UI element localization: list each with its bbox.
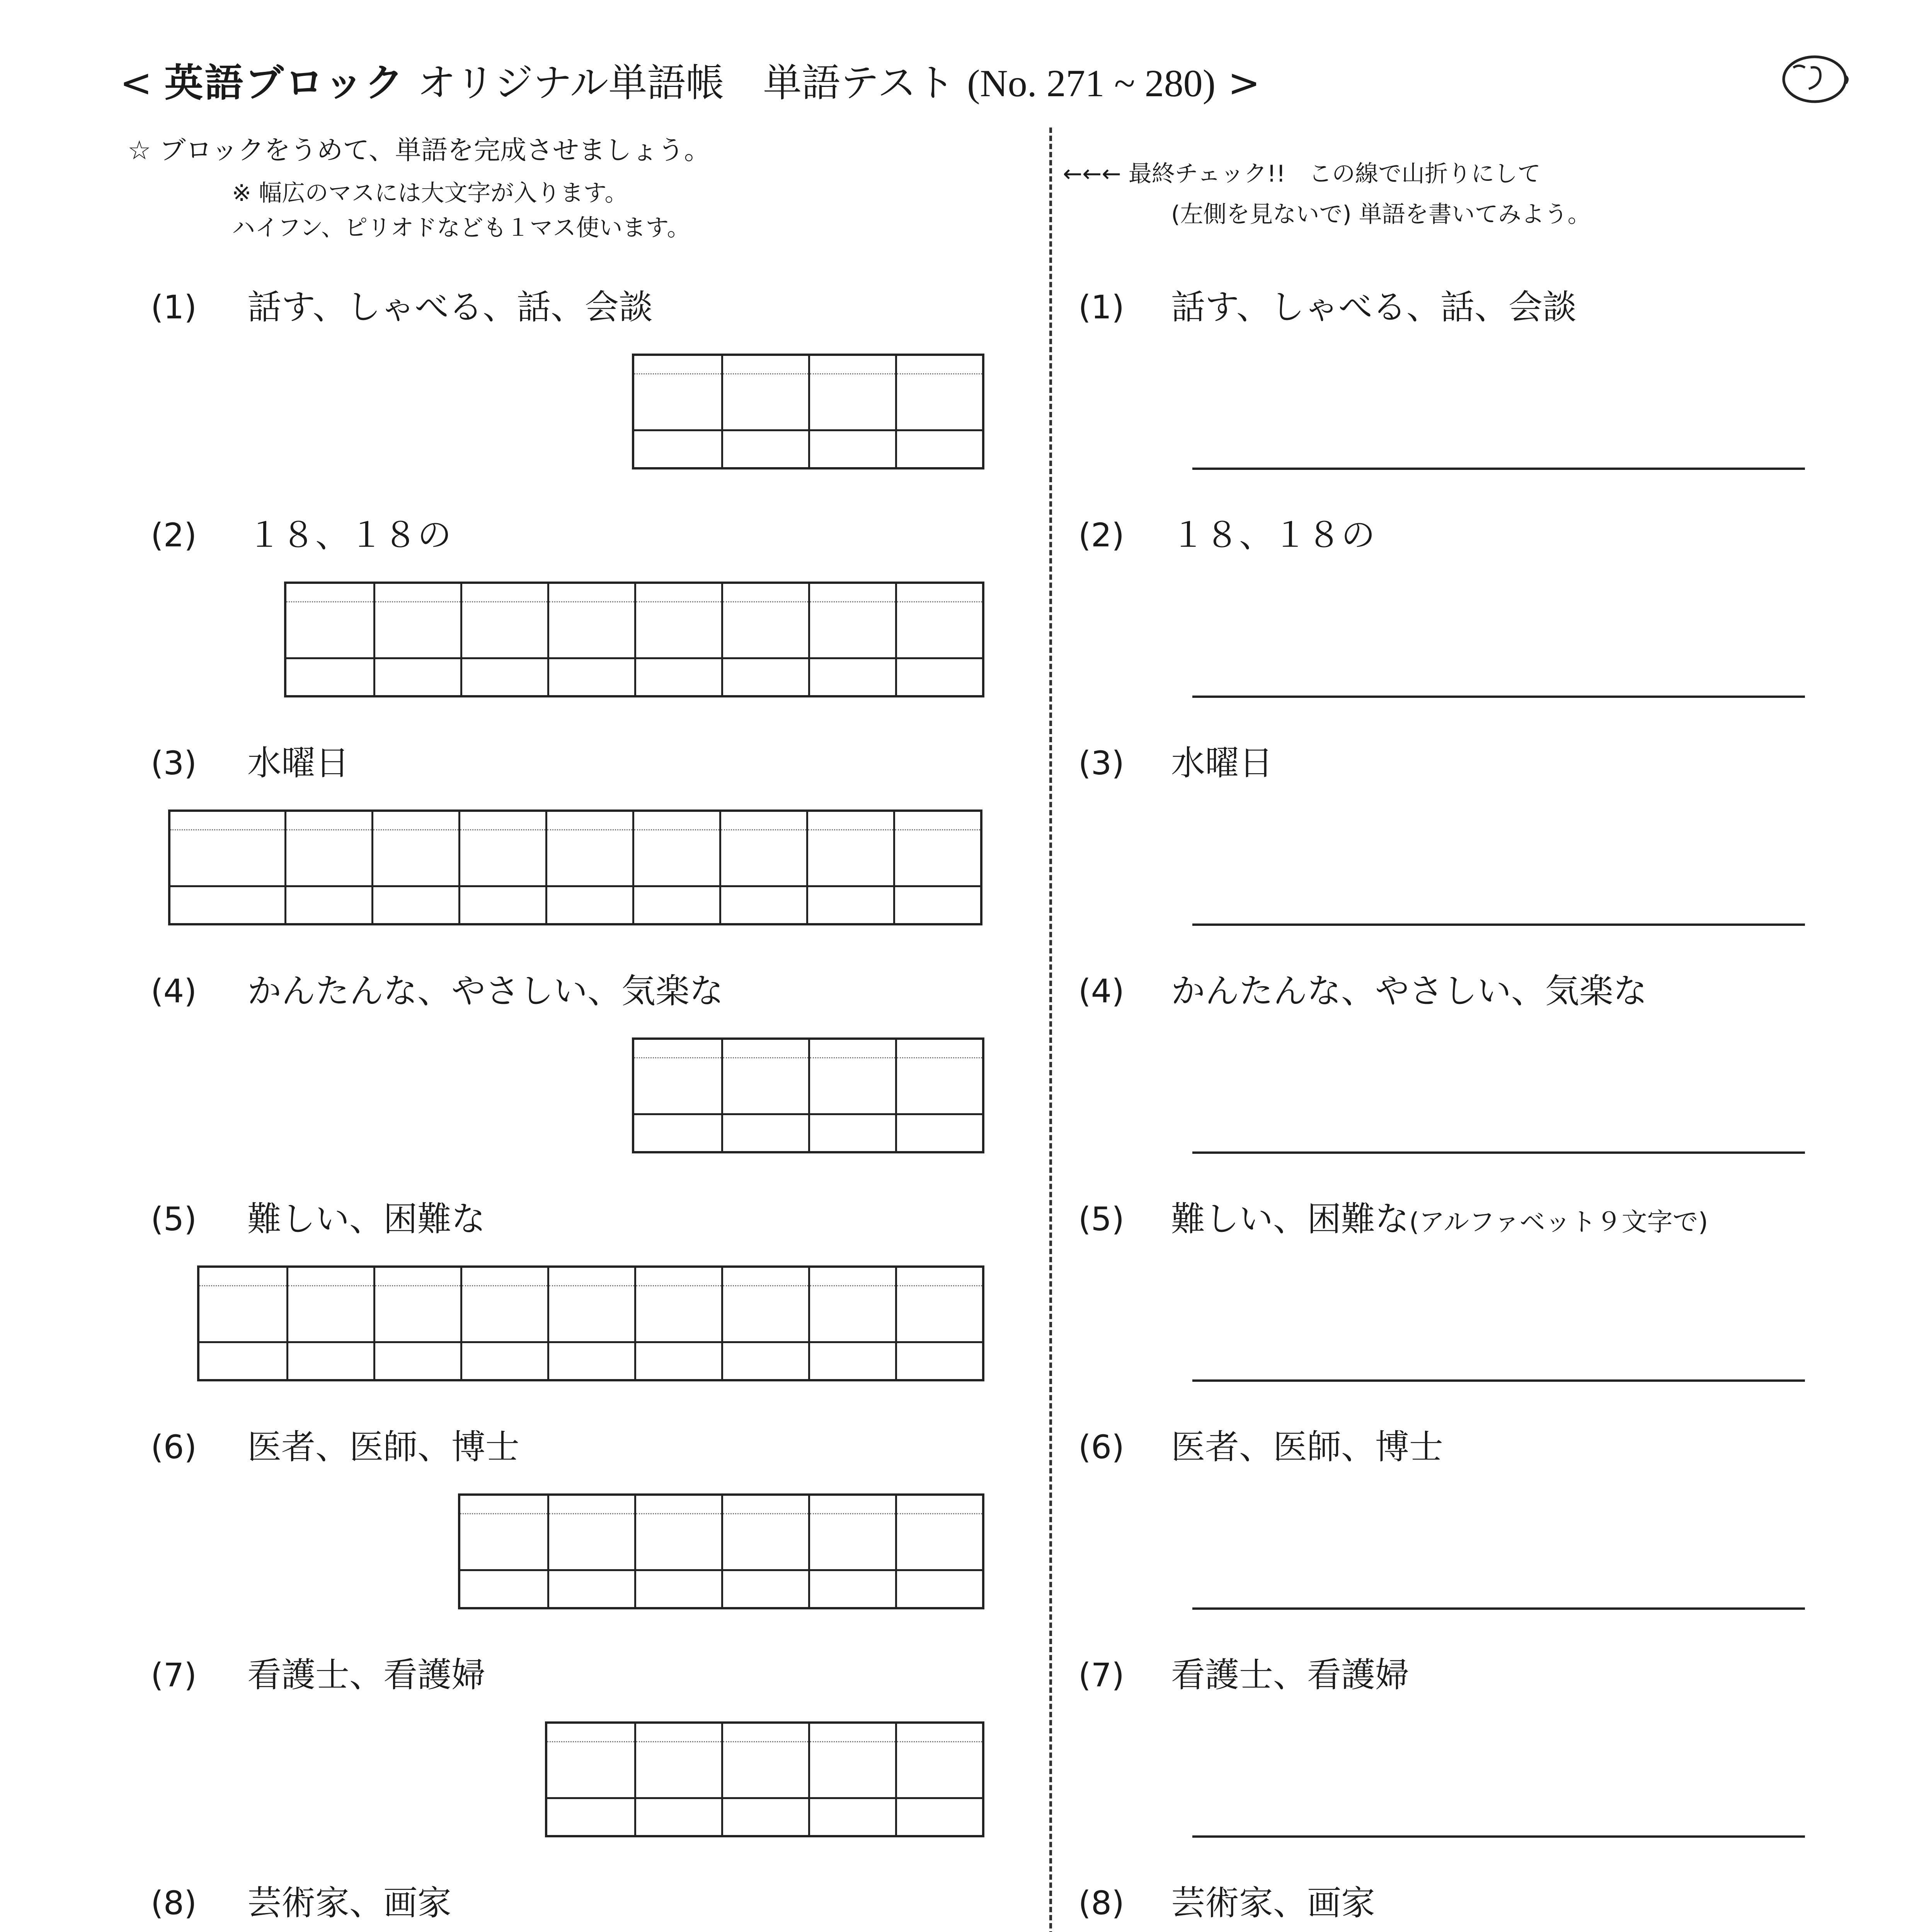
letter-block[interactable]	[545, 812, 632, 923]
letter-block[interactable]	[721, 356, 808, 467]
letter-block[interactable]	[721, 1496, 808, 1607]
letter-block[interactable]	[634, 1724, 721, 1835]
letter-block[interactable]	[634, 1040, 721, 1151]
question-number: (2)	[1078, 516, 1124, 554]
letter-block[interactable]	[719, 812, 806, 923]
letter-block[interactable]	[808, 1724, 895, 1835]
letter-block[interactable]	[634, 356, 721, 467]
fold-line	[1049, 128, 1052, 1932]
question-number: (7)	[1078, 1656, 1124, 1694]
question-number: (2)	[151, 516, 197, 554]
question-number: (1)	[1078, 288, 1124, 326]
question-number: (6)	[151, 1428, 197, 1466]
letter-block-capital[interactable]	[170, 812, 284, 923]
letter-block[interactable]	[547, 1496, 634, 1607]
question-text: 話す、しゃべる、話、会談	[247, 287, 653, 327]
letter-block[interactable]	[721, 1268, 808, 1379]
answer-line[interactable]	[1192, 696, 1805, 698]
final-check-text-1: ←←← 最終チェック!! この線で山折りにして	[1063, 160, 1541, 187]
question-text: かんたんな、やさしい、気楽な	[247, 971, 724, 1011]
letter-block[interactable]	[632, 812, 719, 923]
letter-block[interactable]	[286, 1268, 373, 1379]
question-number: (5)	[151, 1200, 197, 1238]
letter-block[interactable]	[460, 1268, 547, 1379]
letter-block[interactable]	[808, 584, 895, 695]
letter-block[interactable]	[895, 1496, 982, 1607]
question-text	[1171, 1200, 1708, 1242]
question-number: (5)	[1078, 1200, 1124, 1238]
letter-block[interactable]	[460, 584, 547, 695]
question-text-main: 難しい、困難な	[1171, 1199, 1410, 1239]
letter-block[interactable]	[284, 812, 371, 923]
letter-block[interactable]	[721, 1724, 808, 1835]
instruction-main: ☆ ブロックをうめて、単語を完成させましょう。	[128, 135, 710, 166]
question-number: (4)	[1078, 972, 1124, 1010]
letter-block-grid[interactable]	[284, 582, 984, 697]
letter-block[interactable]	[895, 1268, 982, 1379]
question-text: 芸術家、画家	[247, 1883, 452, 1923]
letter-block[interactable]	[806, 812, 893, 923]
question-number: (8)	[151, 1884, 197, 1922]
answer-line[interactable]	[1192, 1379, 1805, 1382]
question-text: 看護士、看護婦	[1171, 1655, 1410, 1695]
final-check-text-2: (左側を見ないで) 単語を書いてみよう。	[1171, 201, 1591, 228]
letter-block[interactable]	[808, 1268, 895, 1379]
brand-name: 英語ブロック	[164, 60, 405, 105]
letter-block[interactable]	[547, 1724, 634, 1835]
letter-block[interactable]	[808, 356, 895, 467]
letter-block[interactable]	[458, 812, 545, 923]
answer-line[interactable]	[1192, 1835, 1805, 1838]
letter-block[interactable]	[199, 1268, 286, 1379]
instruction-note-1: ※ 幅広のマスには大文字が入ります。	[232, 180, 628, 207]
answer-line[interactable]	[1192, 1607, 1805, 1610]
letter-block-grid[interactable]	[168, 810, 982, 925]
question-text: 話す、しゃべる、話、会談	[1171, 287, 1577, 327]
question-text: かんたんな、やさしい、気楽な	[1171, 971, 1648, 1011]
letter-block[interactable]	[634, 584, 721, 695]
question-number: (6)	[1078, 1428, 1124, 1466]
title-close-bracket: >	[1227, 60, 1260, 105]
question-number: (8)	[1078, 1884, 1124, 1922]
question-number: (4)	[151, 972, 197, 1010]
smiling-face-logo-icon	[1778, 50, 1851, 108]
letter-block[interactable]	[893, 812, 980, 923]
letter-block[interactable]	[895, 356, 982, 467]
letter-block[interactable]	[371, 812, 458, 923]
question-text: 芸術家、画家	[1171, 1883, 1376, 1923]
letter-block[interactable]	[373, 1268, 460, 1379]
page-title	[120, 58, 1260, 109]
title-open-bracket: <	[120, 60, 152, 105]
letter-block-grid[interactable]	[632, 354, 984, 469]
letter-block[interactable]	[460, 1496, 547, 1607]
letter-block[interactable]	[721, 1040, 808, 1151]
title-text: オリジナル単語帳 単語テスト	[417, 60, 955, 105]
question-text: 水曜日	[247, 743, 350, 783]
question-text: 水曜日	[1171, 743, 1273, 783]
letter-block-grid[interactable]	[632, 1037, 984, 1153]
question-number: (3)	[151, 744, 197, 782]
letter-block[interactable]	[721, 584, 808, 695]
question-text: 難しい、困難な	[247, 1199, 486, 1239]
letter-block[interactable]	[286, 584, 373, 695]
letter-block[interactable]	[547, 584, 634, 695]
letter-block-grid[interactable]	[197, 1265, 984, 1381]
answer-line[interactable]	[1192, 468, 1805, 470]
letter-block[interactable]	[895, 1040, 982, 1151]
letter-block[interactable]	[895, 584, 982, 695]
answer-line[interactable]	[1192, 923, 1805, 926]
letter-block[interactable]	[895, 1724, 982, 1835]
letter-block-grid[interactable]	[458, 1493, 984, 1609]
question-number: (3)	[1078, 744, 1124, 782]
letter-block[interactable]	[547, 1268, 634, 1379]
question-text: １８、１８の	[1171, 515, 1376, 555]
letter-block[interactable]	[634, 1268, 721, 1379]
letter-block-grid[interactable]	[545, 1721, 984, 1837]
letter-block[interactable]	[373, 584, 460, 695]
question-text: １８、１８の	[247, 515, 452, 555]
test-number: (No. 271 ~ 280)	[967, 62, 1216, 105]
answer-line[interactable]	[1192, 1151, 1805, 1154]
question-hint: (アルファベット９文字で)	[1409, 1207, 1708, 1237]
letter-block[interactable]	[808, 1040, 895, 1151]
question-text: 看護士、看護婦	[247, 1655, 486, 1695]
question-text: 医者、医師、博士	[247, 1427, 520, 1467]
letter-block[interactable]	[808, 1496, 895, 1607]
question-text: 医者、医師、博士	[1171, 1427, 1444, 1467]
instruction-note-2: ハイフン、ピリオドなども１マス使います。	[232, 214, 690, 242]
letter-block[interactable]	[634, 1496, 721, 1607]
question-number: (1)	[151, 288, 197, 326]
question-number: (7)	[151, 1656, 197, 1694]
